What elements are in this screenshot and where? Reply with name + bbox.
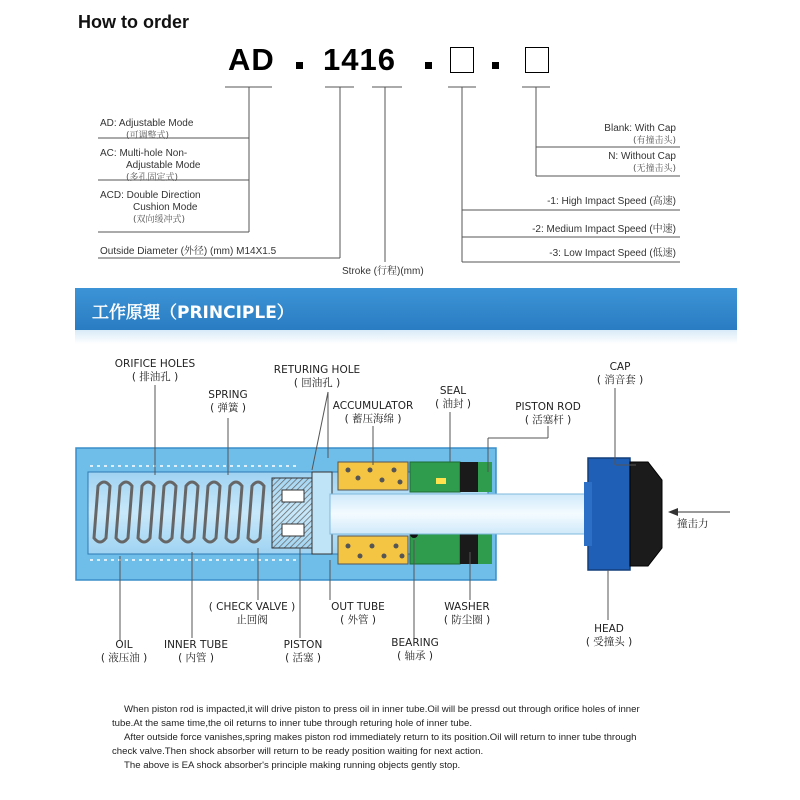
piston-rod (330, 494, 590, 534)
speed-option-medium: -2: Medium Impact Speed (中速) (532, 224, 676, 235)
code-size: 1416 (323, 42, 396, 77)
mode-ad-label: AD: Adjustable Mode (可调整式) (100, 118, 194, 141)
label-bearing: BEARING ( 轴承 ) (391, 637, 439, 662)
bearing (410, 462, 460, 492)
label-cap: CAP ( 消音套 ) (596, 361, 644, 386)
cap-option-without-cap: N: Without Cap (无撞击头) (608, 151, 676, 174)
description-line-2: tube.At the same time,the oil returns to inner tube through returing hole of inner tube. (112, 718, 472, 729)
check-valve (282, 490, 304, 502)
section-title: How to order (78, 12, 189, 32)
cap-option-with-cap: Blank: With Cap (有撞击头) (604, 123, 676, 146)
description-line-1: When piston rod is impacted,it will drive piston to press oil in inner tube.Oil will be pressd out through orifice holes of inner (124, 704, 640, 715)
label-impact-force: 撞击力 (677, 518, 709, 530)
stroke-label: Stroke (行程)(mm) (342, 266, 424, 277)
label-orifice-holes: ORIFICE HOLES ( 排油孔 ) (114, 358, 196, 383)
mode-ac-label: AC: Multi-hole Non- Adjustable Mode (多孔固定式) (100, 148, 201, 183)
seal (460, 462, 478, 492)
label-spring: SPRING ( 弹簧 ) (208, 389, 248, 414)
description-line-4: check valve.Then shock absorber will return to be ready position waiting for next action. (112, 746, 484, 757)
head (588, 458, 630, 570)
label-out-tube: OUT TUBE ( 外管 ) (331, 601, 385, 626)
speed-option-low: -3: Low Impact Speed (低速) (549, 248, 676, 259)
label-oil: OIL ( 液压油 ) (100, 639, 148, 664)
description-line-5: The above is EA shock absorber's principle making running objects gently stop. (124, 760, 461, 771)
piston (272, 478, 316, 548)
label-check-valve: ( CHECK VALVE ) 止回阀 (208, 601, 296, 626)
washer (478, 462, 492, 492)
mode-acd-label: ACD: Double Direction Cushion Mode (双向缓冲式) (100, 190, 201, 225)
label-washer: WASHER ( 防尘圈 ) (443, 601, 491, 626)
label-inner-tube: INNER TUBE ( 内管 ) (163, 639, 228, 664)
label-returning-hole: RETURING HOLE ( 回油孔 ) (273, 364, 361, 389)
label-seal: SEAL ( 油封 ) (435, 385, 471, 410)
accumulator (338, 462, 408, 490)
label-piston: PISTON ( 活塞 ) (283, 639, 323, 664)
code-prefix: AD (228, 42, 275, 77)
label-accumulator: ACCUMULATOR ( 蓄压海绵 ) (332, 400, 414, 425)
description-line-3: After outside force vanishes,spring makes piston rod immediately return to its position.Oil will return to inner tube through (124, 732, 637, 743)
cap (630, 462, 662, 566)
label-head: HEAD ( 受撞头 ) (585, 623, 633, 648)
speed-option-high: -1: High Impact Speed (高速) (547, 196, 676, 207)
principle-banner-title: 工作原理（PRINCIPLE） (92, 303, 294, 323)
outside-diameter-label: Outside Diameter (外径) (mm) M14X1.5 (100, 246, 277, 257)
label-piston-rod: PISTON ROD ( 活塞杆 ) (515, 401, 581, 426)
